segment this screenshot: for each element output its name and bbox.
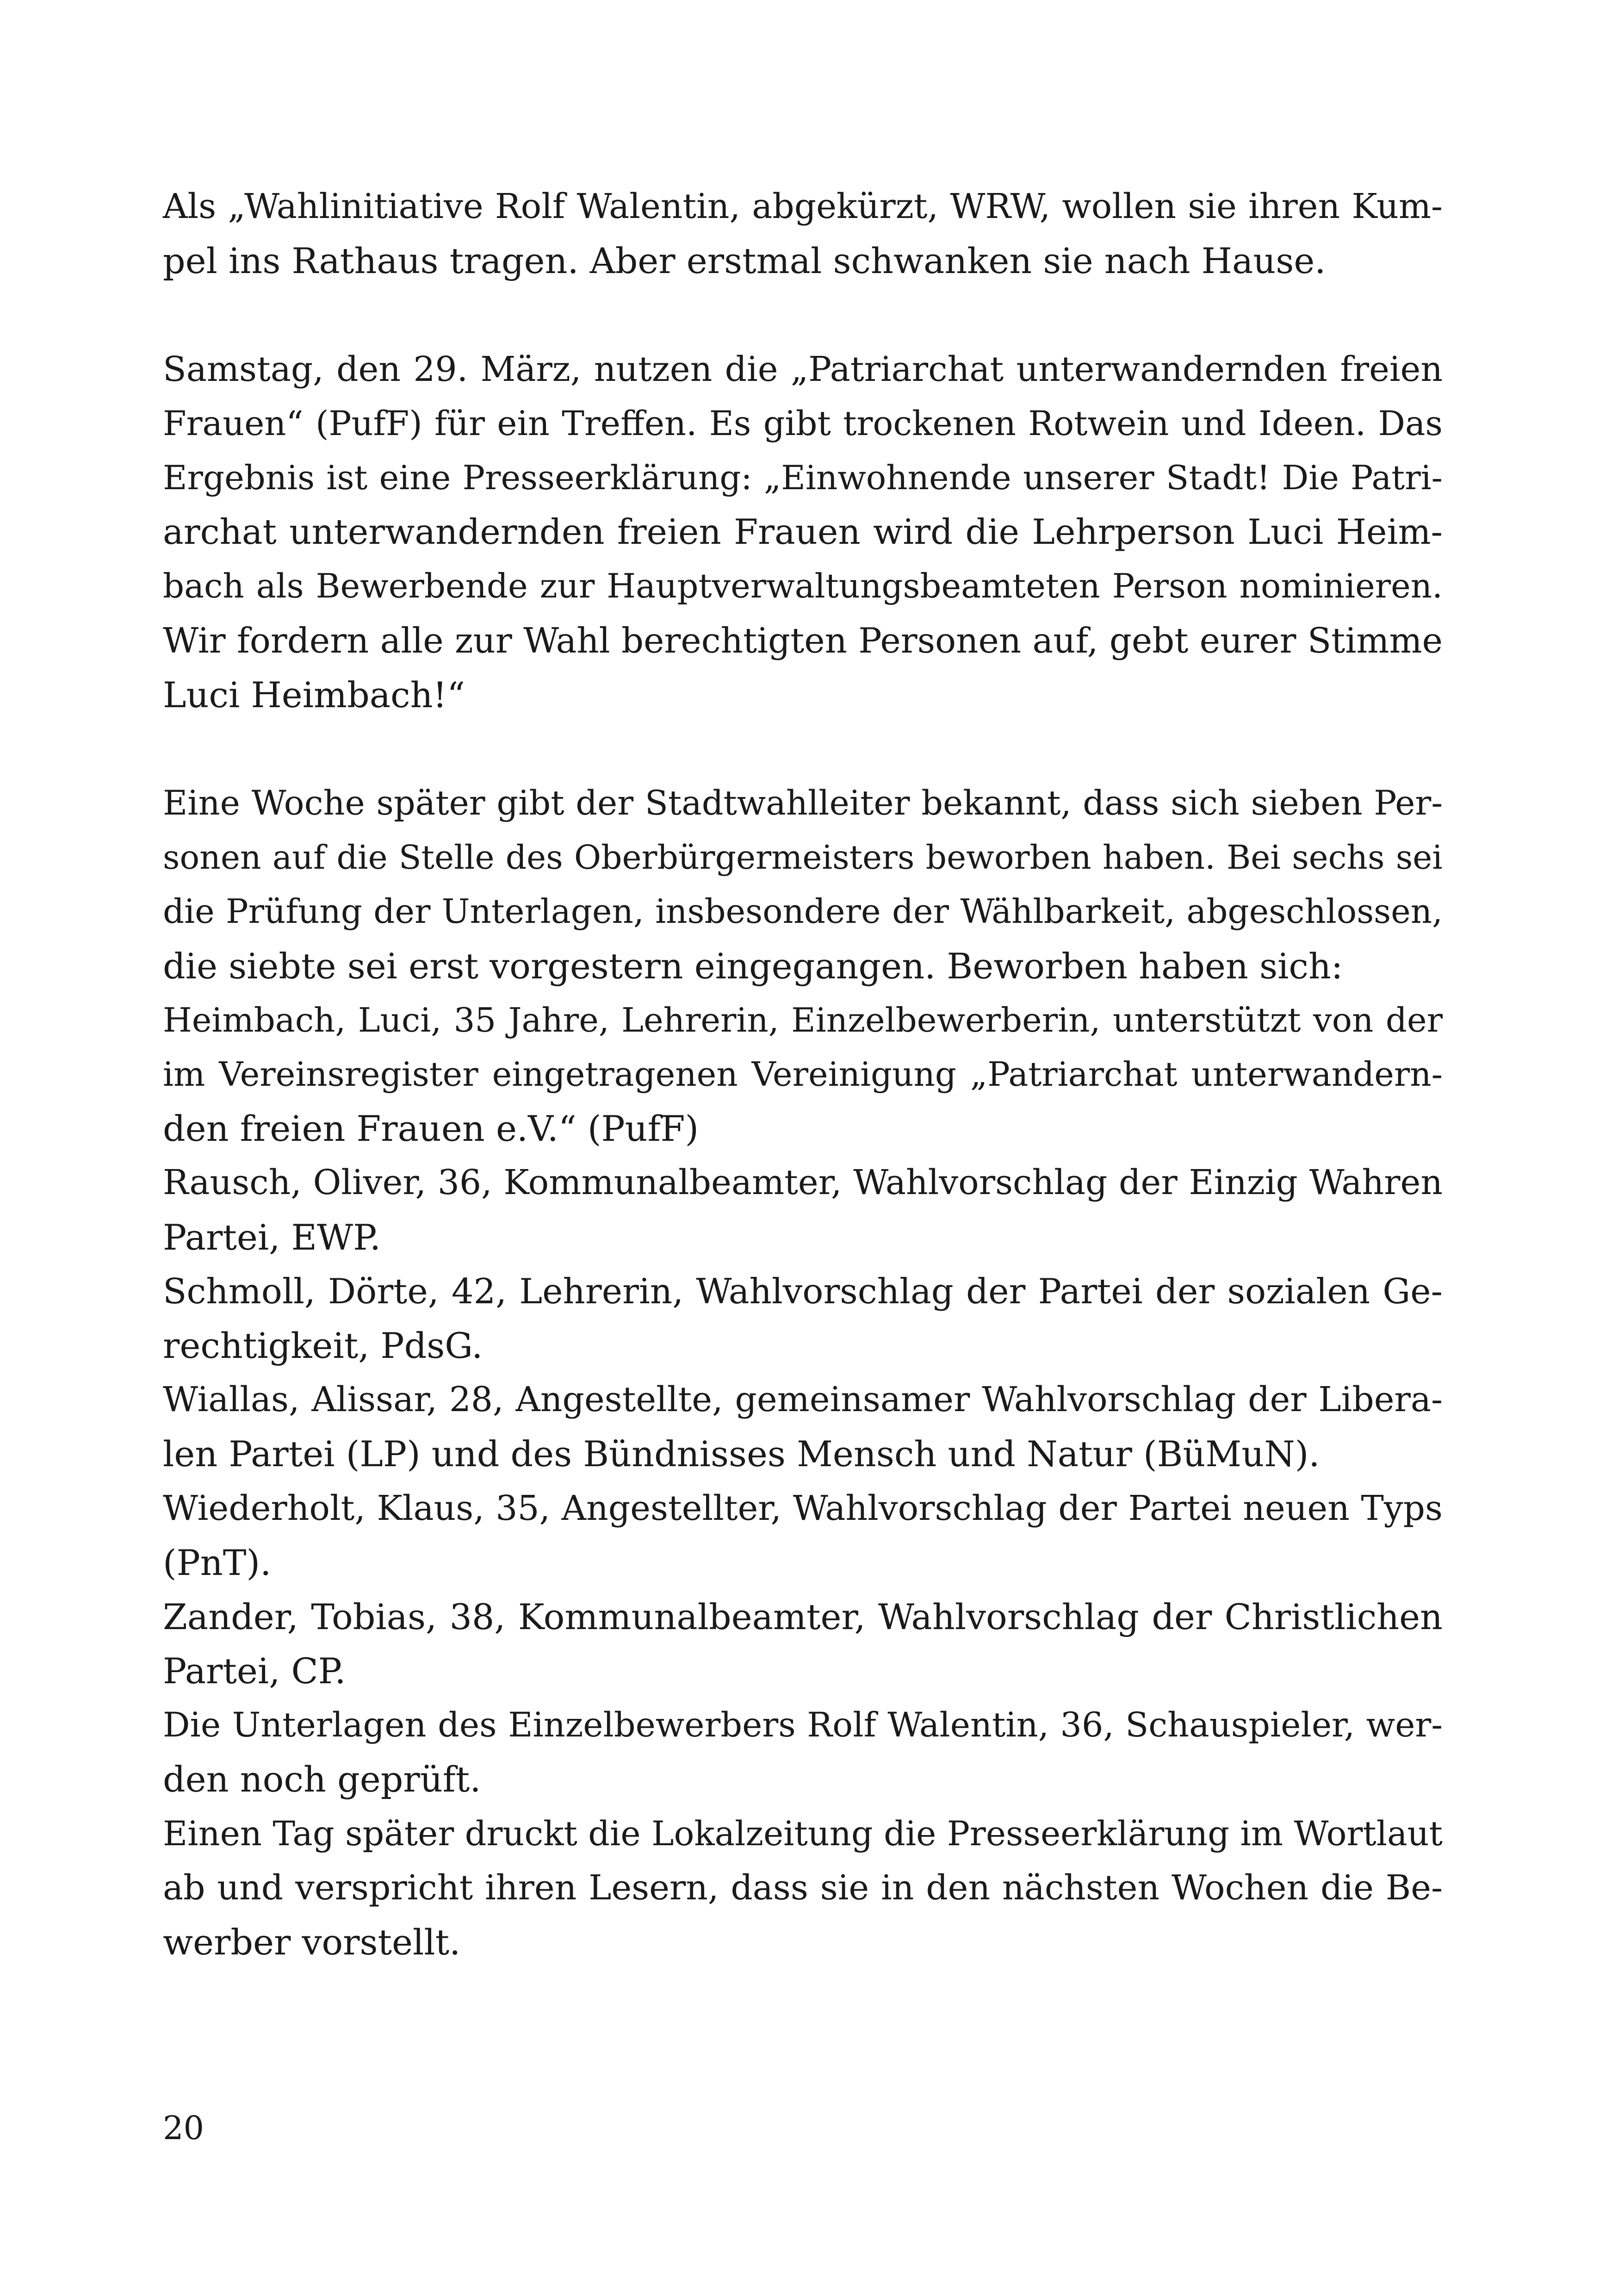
paragraph-gap [163, 288, 1443, 342]
text-line: Samstag, den 29. März, nutzen die „Patriarchat unterwandernden freien [163, 349, 1443, 389]
text-line: rechtigkeit, PdsG. [163, 1325, 483, 1366]
paragraph-gap [163, 722, 1443, 776]
text-line: (PnT). [163, 1542, 272, 1583]
text-line: len Partei (LP) und des Bündnisses Mensch und Natur (BüMuN). [163, 1433, 1320, 1475]
text-line: sonen auf die Stelle des Oberbürgermeisters beworben haben. Bei sechs sei [163, 838, 1443, 877]
paragraph [163, 342, 1443, 722]
text-line: ab und verspricht ihren Lesern, dass sie in den nächsten Wochen die Be- [163, 1867, 1443, 1908]
text-line: Einen Tag später druckt die Lokalzeitung die Presseerklärung im Wortlaut [163, 1814, 1443, 1854]
text-line: werber vorstellt. [163, 1922, 461, 1963]
text-line: die siebte sei erst vorgestern eingegangen. Beworben haben sich: [163, 945, 1343, 987]
text-line: Wir fordern alle zur Wahl berechtigten Personen auf, gebt eurer Stimme [163, 620, 1443, 661]
text-line: Wiederholt, Klaus, 35, Angestellter, Wahlvorschlag der Partei neuen Typs [163, 1488, 1443, 1528]
text-line: den noch geprüft. [163, 1759, 481, 1800]
text-line: Zander, Tobias, 38, Kommunalbeamter, Wahlvorschlag der Christlichen [163, 1596, 1443, 1637]
text-line: Die Unterlagen des Einzelbewerbers Rolf Walentin, 36, Schauspieler, wer- [163, 1705, 1443, 1745]
page-number: 20 [163, 2109, 205, 2147]
text-line: Schmoll, Dörte, 42, Lehrerin, Wahlvorschlag der Partei der sozialen Ge- [163, 1270, 1443, 1312]
text-line: Partei, EWP. [163, 1216, 381, 1258]
text-line: Rausch, Oliver, 36, Kommunalbeamter, Wahlvorschlag der Einzig Wahren [163, 1163, 1443, 1203]
text-line: den freien Frauen e.V.“ (PufF) [163, 1108, 699, 1150]
text-line: Ergebnis ist eine Presseerklärung: „Einwohnende unserer Stadt! Die Patri- [163, 458, 1443, 497]
text-line: Als „Wahlinitiative Rolf Walentin, abgekürzt, WRW, wollen sie ihren Kum- [163, 187, 1443, 226]
text-line: Wiallas, Alissar, 28, Angestellte, gemeinsamer Wahlvorschlag der Libera- [163, 1380, 1443, 1420]
paragraph [163, 776, 1443, 1969]
text-line: Eine Woche später gibt der Stadtwahlleiter bekannt, dass sich sieben Per- [163, 784, 1443, 823]
text-line: Partei, CP. [163, 1650, 346, 1692]
text-line: im Vereinsregister eingetragenen Vereinigung „Patriarchat unterwandern- [163, 1055, 1443, 1094]
text-line: Heimbach, Luci, 35 Jahre, Lehrerin, Einzelbewerberin, unterstützt von der [163, 1000, 1443, 1039]
text-line: archat unterwandernden freien Frauen wird die Lehrperson Luci Heim- [163, 511, 1443, 553]
text-line: Frauen“ (PufF) für ein Treffen. Es gibt trockenen Rotwein und Ideen. Das [163, 404, 1443, 443]
text-line: bach als Bewerbende zur Hauptverwaltungsbeamteten Person nominieren. [163, 566, 1443, 606]
text-line: die Prüfung der Unterlagen, insbesondere der Wählbarkeit, abgeschlossen, [163, 892, 1443, 931]
paragraph [163, 180, 1443, 288]
text-line: Luci Heimbach!“ [163, 674, 465, 716]
body-text [163, 180, 1443, 1969]
text-line: pel ins Rathaus tragen. Aber erstmal schwanken sie nach Hause. [163, 240, 1326, 282]
